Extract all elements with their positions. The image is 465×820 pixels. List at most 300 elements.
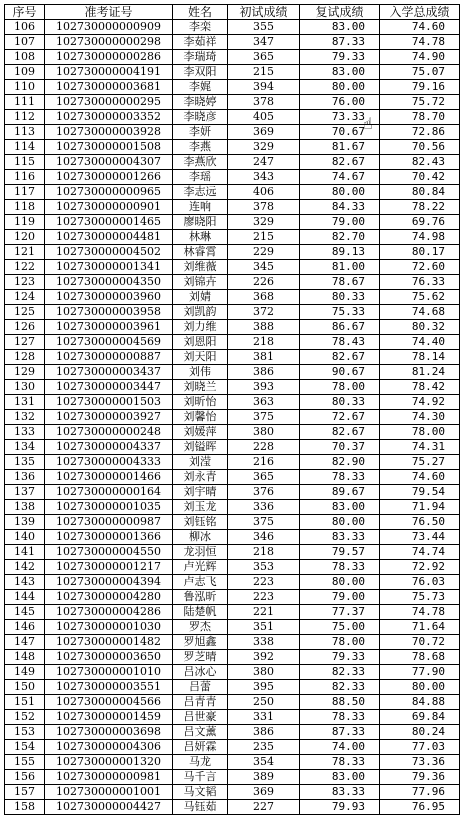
cell-initial-score: 215 [228,65,300,80]
cell-index: 139 [5,515,45,530]
cell-total-score: 75.07 [380,65,460,80]
cell-index: 124 [5,290,45,305]
cell-exam-id: 102730000004333 [45,455,173,470]
cell-retest-score: 79.33 [300,650,380,665]
cell-total-score: 79.54 [380,485,460,500]
header-name: 姓名 [173,5,228,20]
cell-total-score: 74.78 [380,605,460,620]
cell-index: 158 [5,800,45,815]
table-row [5,335,460,350]
cell-initial-score: 226 [228,275,300,290]
cell-retest-score: 79.00 [300,590,380,605]
cell-retest-score: 74.00 [300,740,380,755]
cell-exam-id: 102730000003958 [45,305,173,320]
table-row [5,785,460,800]
cell-initial-score: 229 [228,245,300,260]
table-row [5,275,460,290]
cell-exam-id: 102730000004394 [45,575,173,590]
cell-name: 刘永青 [173,470,228,485]
cell-index: 108 [5,50,45,65]
cell-initial-score: 218 [228,335,300,350]
cell-total-score: 72.92 [380,560,460,575]
table-row [5,215,460,230]
cell-exam-id: 102730000001266 [45,170,173,185]
cell-initial-score: 215 [228,230,300,245]
cell-index: 142 [5,560,45,575]
cell-retest-score: 78.43 [300,335,380,350]
cell-name: 刘凯韵 [173,305,228,320]
cell-retest-score: 74.67 [300,170,380,185]
cell-retest-score: 72.67 [300,410,380,425]
cell-exam-id: 102730000001466 [45,470,173,485]
cell-total-score: 80.00 [380,680,460,695]
table-row [5,695,460,710]
cell-retest-score: 79.00 [300,215,380,230]
table-row [5,230,460,245]
cell-index: 134 [5,440,45,455]
cell-retest-score: 82.67 [300,155,380,170]
cell-retest-score: 89.67 [300,485,380,500]
cell-initial-score: 393 [228,380,300,395]
cell-index: 111 [5,95,45,110]
cell-name: 马文韬 [173,785,228,800]
cell-name: 吕文薰 [173,725,228,740]
cell-exam-id: 102730000004569 [45,335,173,350]
cell-name: 李晓彦 [173,110,228,125]
cell-retest-score: 80.33 [300,290,380,305]
cell-exam-id: 102730000004481 [45,230,173,245]
cell-name: 刘玉龙 [173,500,228,515]
header-row [5,5,460,20]
cell-total-score: 71.94 [380,500,460,515]
cell-total-score: 70.56 [380,140,460,155]
cell-index: 117 [5,185,45,200]
table-row [5,680,460,695]
cell-index: 135 [5,455,45,470]
cell-index: 141 [5,545,45,560]
table-row [5,35,460,50]
cell-exam-id: 102730000003961 [45,320,173,335]
cell-index: 151 [5,695,45,710]
cell-initial-score: 365 [228,50,300,65]
cell-initial-score: 354 [228,755,300,770]
cell-total-score: 74.74 [380,545,460,560]
table-row [5,605,460,620]
table-row [5,80,460,95]
cell-index: 143 [5,575,45,590]
cell-total-score: 80.84 [380,185,460,200]
cell-exam-id: 102730000004307 [45,155,173,170]
table-row [5,95,460,110]
header-index: 序号 [5,5,45,20]
cell-retest-score: 82.67 [300,425,380,440]
cell-index: 131 [5,395,45,410]
cell-name: 李栾 [173,20,228,35]
cell-index: 125 [5,305,45,320]
cell-name: 林琳 [173,230,228,245]
cell-total-score: 69.84 [380,710,460,725]
cell-index: 152 [5,710,45,725]
cell-initial-score: 378 [228,200,300,215]
cell-name: 马千言 [173,770,228,785]
cell-initial-score: 368 [228,290,300,305]
cell-name: 李娓 [173,80,228,95]
cell-name: 李燕 [173,140,228,155]
cell-name: 刘维薇 [173,260,228,275]
cell-exam-id: 102730000004502 [45,245,173,260]
cell-initial-score: 405 [228,110,300,125]
cell-name: 吕蕾 [173,680,228,695]
cell-retest-score: 82.90 [300,455,380,470]
cell-retest-score: 82.70 [300,230,380,245]
cell-name: 刘力维 [173,320,228,335]
cell-name: 刘晓兰 [173,380,228,395]
cell-retest-score: 87.33 [300,725,380,740]
table-row [5,380,460,395]
cell-exam-id: 102730000003352 [45,110,173,125]
cell-index: 149 [5,665,45,680]
table-row [5,440,460,455]
cell-index: 155 [5,755,45,770]
cell-initial-score: 378 [228,95,300,110]
cell-retest-score: 80.00 [300,575,380,590]
cell-name: 马钰茹 [173,800,228,815]
cell-retest-score: 78.00 [300,380,380,395]
cell-retest-score: 75.00 [300,620,380,635]
cell-index: 130 [5,380,45,395]
table-row [5,590,460,605]
cell-initial-score: 386 [228,365,300,380]
cell-exam-id: 102730000004306 [45,740,173,755]
cell-initial-score: 247 [228,155,300,170]
cell-retest-score: 70.67 [300,125,380,140]
cell-initial-score: 394 [228,80,300,95]
cell-total-score: 76.33 [380,275,460,290]
cell-initial-score: 369 [228,785,300,800]
cell-index: 132 [5,410,45,425]
cell-name: 龙羽恒 [173,545,228,560]
cell-exam-id: 102730000003681 [45,80,173,95]
table-row [5,530,460,545]
cell-exam-id: 102730000001217 [45,560,173,575]
table-row [5,65,460,80]
cell-name: 李瑶 [173,170,228,185]
cell-retest-score: 80.00 [300,515,380,530]
cell-name: 刘滢 [173,455,228,470]
table-row [5,110,460,125]
table-row [5,155,460,170]
table-row [5,650,460,665]
cell-total-score: 72.60 [380,260,460,275]
cell-initial-score: 363 [228,395,300,410]
cell-index: 127 [5,335,45,350]
cell-retest-score: 82.33 [300,665,380,680]
cell-initial-score: 338 [228,635,300,650]
cell-total-score: 84.88 [380,695,460,710]
cell-exam-id: 102730000000987 [45,515,173,530]
cell-initial-score: 365 [228,470,300,485]
table-row [5,620,460,635]
cell-total-score: 81.24 [380,365,460,380]
cell-initial-score: 395 [228,680,300,695]
cell-name: 刘钰铭 [173,515,228,530]
cell-initial-score: 329 [228,215,300,230]
cell-name: 廖晓阳 [173,215,228,230]
cell-total-score: 76.50 [380,515,460,530]
cell-total-score: 74.78 [380,35,460,50]
cell-index: 126 [5,320,45,335]
table-row [5,710,460,725]
cell-index: 147 [5,635,45,650]
cell-initial-score: 227 [228,800,300,815]
cell-total-score: 78.00 [380,425,460,440]
cell-name: 林睿霄 [173,245,228,260]
cell-total-score: 76.95 [380,800,460,815]
cell-exam-id: 102730000000295 [45,95,173,110]
cell-exam-id: 102730000000887 [45,350,173,365]
table-row [5,770,460,785]
cell-index: 106 [5,20,45,35]
cell-retest-score: 75.33 [300,305,380,320]
cell-index: 154 [5,740,45,755]
cell-total-score: 75.73 [380,590,460,605]
cell-exam-id: 102730000001366 [45,530,173,545]
cell-initial-score: 375 [228,515,300,530]
cell-name: 刘天阳 [173,350,228,365]
cell-retest-score: 88.50 [300,695,380,710]
cell-initial-score: 353 [228,560,300,575]
table-row [5,20,460,35]
cell-retest-score: 80.00 [300,80,380,95]
table-row [5,665,460,680]
cell-retest-score: 73.33 [300,110,380,125]
cell-exam-id: 102730000003551 [45,680,173,695]
cell-index: 133 [5,425,45,440]
cell-name: 吕世豪 [173,710,228,725]
cell-total-score: 79.16 [380,80,460,95]
cell-exam-id: 102730000004566 [45,695,173,710]
cell-exam-id: 102730000001320 [45,755,173,770]
cell-retest-score: 78.33 [300,710,380,725]
cell-initial-score: 381 [228,350,300,365]
table-row [5,245,460,260]
cell-exam-id: 102730000001010 [45,665,173,680]
cell-total-score: 77.03 [380,740,460,755]
table-row [5,290,460,305]
table-row [5,800,460,815]
admission-score-table [4,4,460,815]
cell-total-score: 72.86 [380,125,460,140]
cell-exam-id: 102730000001035 [45,500,173,515]
cell-index: 156 [5,770,45,785]
table-row [5,755,460,770]
cell-index: 115 [5,155,45,170]
table-row [5,515,460,530]
cell-initial-score: 336 [228,500,300,515]
cell-exam-id: 102730000001508 [45,140,173,155]
cell-index: 153 [5,725,45,740]
cell-initial-score: 235 [228,740,300,755]
cell-total-score: 73.44 [380,530,460,545]
cell-exam-id: 102730000000298 [45,35,173,50]
cell-name: 刘镒晖 [173,440,228,455]
cell-retest-score: 76.00 [300,95,380,110]
cell-initial-score: 375 [228,410,300,425]
table-row [5,740,460,755]
cell-exam-id: 102730000000164 [45,485,173,500]
cell-total-score: 74.90 [380,50,460,65]
cell-retest-score: 84.33 [300,200,380,215]
table-row [5,500,460,515]
cell-index: 136 [5,470,45,485]
cell-index: 129 [5,365,45,380]
header-retest-score: 复试成绩 [300,5,380,20]
table-row [5,140,460,155]
cell-index: 107 [5,35,45,50]
cell-initial-score: 376 [228,485,300,500]
cell-retest-score: 70.37 [300,440,380,455]
cell-retest-score: 90.67 [300,365,380,380]
cell-exam-id: 102730000001482 [45,635,173,650]
cell-name: 罗杰 [173,620,228,635]
cell-exam-id: 102730000001465 [45,215,173,230]
cell-exam-id: 102730000001341 [45,260,173,275]
cell-exam-id: 102730000004286 [45,605,173,620]
cell-name: 刘媛萍 [173,425,228,440]
cell-index: 118 [5,200,45,215]
cell-initial-score: 223 [228,575,300,590]
cell-name: 李双阳 [173,65,228,80]
cell-index: 119 [5,215,45,230]
table-row [5,305,460,320]
cell-exam-id: 102730000004427 [45,800,173,815]
cell-retest-score: 78.33 [300,755,380,770]
cell-name: 刘婧 [173,290,228,305]
cell-initial-score: 388 [228,320,300,335]
cell-initial-score: 345 [228,260,300,275]
cell-index: 116 [5,170,45,185]
cell-exam-id: 102730000004280 [45,590,173,605]
cell-total-score: 78.14 [380,350,460,365]
cell-exam-id: 102730000000965 [45,185,173,200]
cell-total-score: 77.96 [380,785,460,800]
table-row [5,575,460,590]
cell-initial-score: 228 [228,440,300,455]
cell-exam-id: 102730000001001 [45,785,173,800]
cell-total-score: 77.90 [380,665,460,680]
cell-name: 李晓婷 [173,95,228,110]
cell-retest-score: 77.37 [300,605,380,620]
table-row [5,455,460,470]
header-total-score: 入学总成绩 [380,5,460,20]
cell-exam-id: 102730000000901 [45,200,173,215]
cell-retest-score: 79.33 [300,50,380,65]
cell-name: 鲁泓昕 [173,590,228,605]
cell-exam-id: 102730000004337 [45,440,173,455]
cell-retest-score: 86.67 [300,320,380,335]
cell-index: 122 [5,260,45,275]
cell-exam-id: 102730000003698 [45,725,173,740]
header-exam-id: 准考证号 [45,5,173,20]
cell-retest-score: 79.57 [300,545,380,560]
cell-name: 罗旭鑫 [173,635,228,650]
cell-total-score: 80.24 [380,725,460,740]
cell-name: 卢光辉 [173,560,228,575]
cell-name: 刘锦卉 [173,275,228,290]
cell-name: 陆楚帆 [173,605,228,620]
table-row [5,350,460,365]
cell-initial-score: 343 [228,170,300,185]
cell-retest-score: 80.33 [300,395,380,410]
cell-name: 刘馨怡 [173,410,228,425]
cell-initial-score: 386 [228,725,300,740]
table-row [5,185,460,200]
cell-retest-score: 78.33 [300,470,380,485]
cell-initial-score: 250 [228,695,300,710]
cell-retest-score: 89.13 [300,245,380,260]
cell-name: 刘昕怡 [173,395,228,410]
cell-name: 柳冰 [173,530,228,545]
table-row [5,470,460,485]
cell-index: 123 [5,275,45,290]
table-row [5,395,460,410]
cell-exam-id: 102730000003927 [45,410,173,425]
cell-index: 113 [5,125,45,140]
cell-total-score: 70.42 [380,170,460,185]
cell-total-score: 75.62 [380,290,460,305]
cell-index: 138 [5,500,45,515]
table-row [5,545,460,560]
cell-total-score: 73.36 [380,755,460,770]
cell-total-score: 74.98 [380,230,460,245]
cell-total-score: 74.92 [380,395,460,410]
cell-initial-score: 218 [228,545,300,560]
cell-total-score: 74.30 [380,410,460,425]
cell-exam-id: 102730000001030 [45,620,173,635]
cell-index: 145 [5,605,45,620]
header-initial-score: 初试成绩 [228,5,300,20]
table-row [5,485,460,500]
cell-name: 刘伟 [173,365,228,380]
cell-total-score: 78.70 [380,110,460,125]
cell-retest-score: 81.00 [300,260,380,275]
cell-retest-score: 81.67 [300,140,380,155]
cell-name: 吕冰心 [173,665,228,680]
cell-initial-score: 355 [228,20,300,35]
cell-name: 卢志飞 [173,575,228,590]
cell-index: 146 [5,620,45,635]
table-row [5,725,460,740]
cell-total-score: 71.64 [380,620,460,635]
cell-retest-score: 83.33 [300,530,380,545]
cell-initial-score: 347 [228,35,300,50]
score-sheet [4,4,460,815]
cell-index: 114 [5,140,45,155]
cell-exam-id: 102730000003928 [45,125,173,140]
cell-initial-score: 389 [228,770,300,785]
cell-retest-score: 78.67 [300,275,380,290]
cell-exam-id: 102730000001459 [45,710,173,725]
cell-index: 112 [5,110,45,125]
cell-exam-id: 102730000000248 [45,425,173,440]
cell-exam-id: 102730000003437 [45,365,173,380]
cell-index: 137 [5,485,45,500]
cell-exam-id: 102730000000981 [45,770,173,785]
cell-initial-score: 372 [228,305,300,320]
cell-total-score: 80.17 [380,245,460,260]
cell-name: 吕妍霖 [173,740,228,755]
cell-name: 马龙 [173,755,228,770]
